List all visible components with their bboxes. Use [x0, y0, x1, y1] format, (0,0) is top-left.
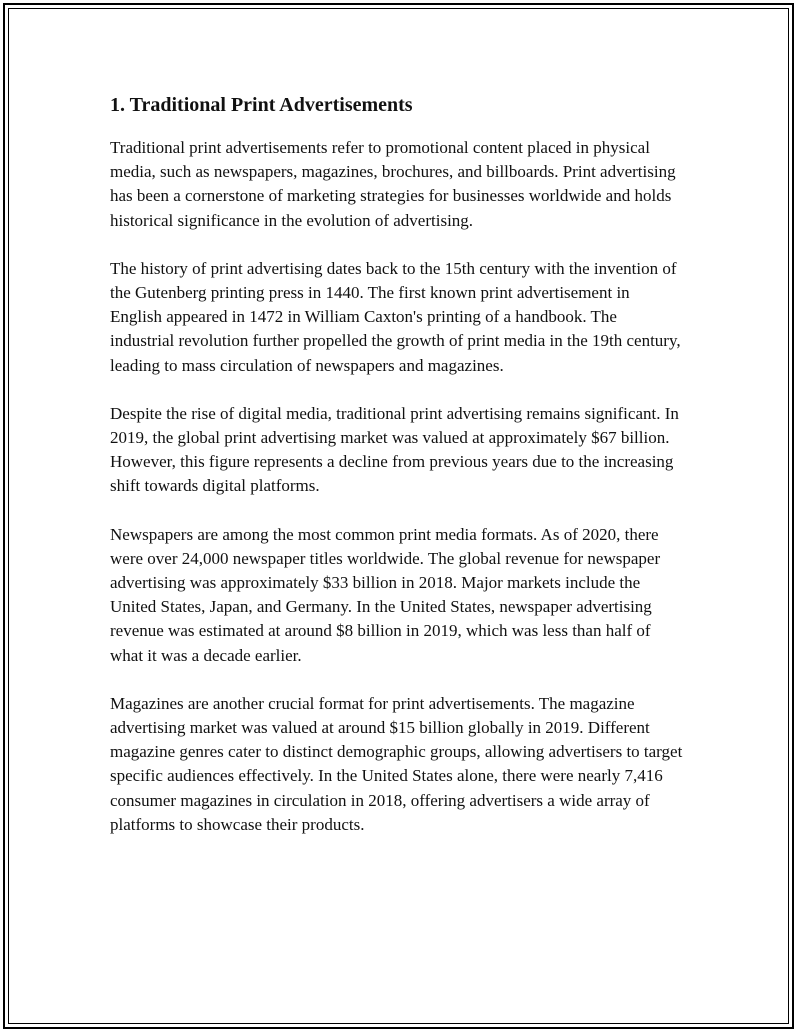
paragraph-definition: Traditional print advertisements refer to promotional content placed in physical media, such as newspapers, magazines, brochures, and billboards. Print advertising has been a cornerstone of marketing strategies for businesses worldwide and holds historical significance in the evolution of advertising. [110, 138, 676, 230]
section-title: 1. Traditional Print Advertisements [110, 94, 413, 116]
document-body [110, 90, 685, 861]
paragraph-newspapers: Newspapers are among the most common print media formats. As of 2020, there were over 24,000 newspaper titles worldwide. The global revenue for newspaper advertising was approximately $33 billion in 2018. Major markets include the United States, Japan, and Germany. In the United States, newspaper advertising revenue was estimated at around $8 billion in 2019, which was less than half of what it was a decade earlier. [110, 524, 661, 665]
paragraph-history: The history of print advertising dates back to the 15th century with the invention of the Gutenberg printing press in 1440. The first known print advertisement in English appeared in 1472 in William Caxton's printing of a handbook. The industrial revolution further propelled the growth of print media in the 19th century, leading to mass circulation of newspapers and magazines. [110, 258, 681, 375]
paragraph-magazines: Magazines are another crucial format for print advertisements. The magazine advertising market was valued at around $15 billion globally in 2019. Different magazine genres cater to distinct demographic groups, allowing advertisers to target specific audiences effectively. In the United States alone, there were nearly 7,416 consumer magazines in circulation in 2018, offering advertisers a wide array of platforms to showcase their products. [110, 693, 683, 834]
paragraph-market-value: Despite the rise of digital media, traditional print advertising remains significant. In 2019, the global print advertising market was valued at approximately $67 billion. However, this figure represents a decline from previous years due to the increasing shift towards digital platforms. [110, 403, 679, 496]
